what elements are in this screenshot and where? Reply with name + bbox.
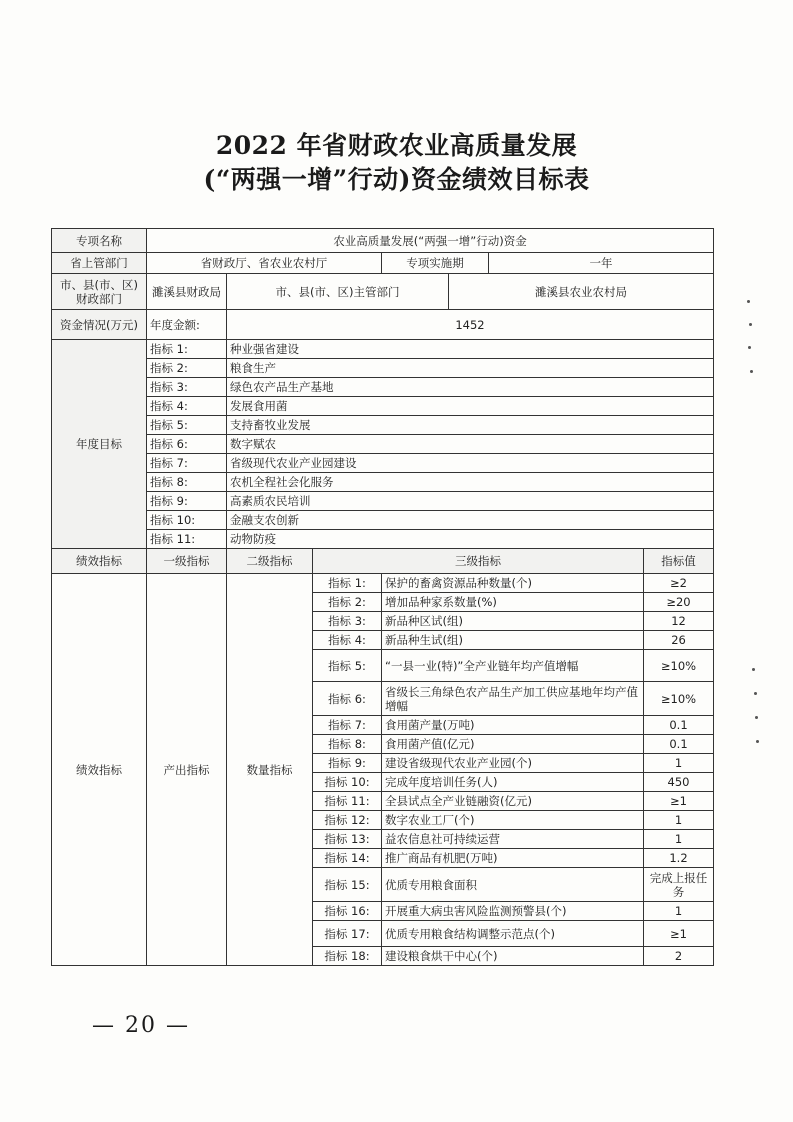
annual-amount-value: 1452 (227, 310, 714, 340)
annual-target-row (52, 416, 714, 435)
perf-index: 指标 13: (313, 830, 382, 849)
perf-description: “一县一业(特)”全产业链年均产值增幅 (382, 650, 644, 682)
perf-description: 益农信息社可持续运营 (382, 830, 644, 849)
perf-description: 增加品种家系数量(%) (382, 593, 644, 612)
annual-target-value: 种业强省建设 (227, 340, 714, 359)
project-name-label: 专项名称 (52, 229, 147, 253)
perf-value: 0.1 (644, 735, 714, 754)
annual-target-index: 指标 11: (147, 530, 227, 549)
perf-description: 开展重大病虫害风险监测预警县(个) (382, 902, 644, 921)
annual-target-row (52, 359, 714, 378)
perf-index: 指标 6: (313, 682, 382, 716)
annual-target-row (52, 492, 714, 511)
perf-index: 指标 9: (313, 754, 382, 773)
annual-target-row (52, 454, 714, 473)
perf-index: 指标 14: (313, 849, 382, 868)
annual-target-row (52, 473, 714, 492)
perf-value: 完成上报任务 (644, 868, 714, 902)
annual-target-index: 指标 6: (147, 435, 227, 454)
annual-target-index: 指标 7: (147, 454, 227, 473)
scan-mark (749, 323, 752, 326)
document-title-line2: (“两强一增”行动)资金绩效目标表 (203, 165, 590, 194)
perf-description: 优质专用粮食结构调整示范点(个) (382, 921, 644, 947)
annual-target-value: 农机全程社会化服务 (227, 473, 714, 492)
perf-index: 指标 12: (313, 811, 382, 830)
perf-value: ≥20 (644, 593, 714, 612)
annual-target-value: 粮食生产 (227, 359, 714, 378)
perf-description: 新品种生试(组) (382, 631, 644, 650)
annual-target-index: 指标 10: (147, 511, 227, 530)
scan-mark (756, 740, 759, 743)
perf-description: 数字农业工厂(个) (382, 811, 644, 830)
annual-target-index: 指标 5: (147, 416, 227, 435)
annual-target-value: 数字赋农 (227, 435, 714, 454)
annual-target-value: 高素质农民培训 (227, 492, 714, 511)
city-finance-value: 濉溪县财政局 (147, 274, 227, 310)
performance-row (52, 574, 714, 593)
perf-value: 2 (644, 947, 714, 966)
annual-target-row (52, 397, 714, 416)
perf-value: 12 (644, 612, 714, 631)
annual-target-index: 指标 9: (147, 492, 227, 511)
city-dept-value: 濉溪县农业农村局 (449, 274, 714, 310)
header-level1: 一级指标 (147, 549, 227, 574)
annual-target-value: 动物防疫 (227, 530, 714, 549)
annual-target-value: 金融支农创新 (227, 511, 714, 530)
perf-value: ≥2 (644, 574, 714, 593)
perf-value: ≥1 (644, 792, 714, 811)
annual-target-row (52, 340, 714, 359)
project-name-value: 农业高质量发展(“两强一增”行动)资金 (147, 229, 714, 253)
annual-target-row (52, 511, 714, 530)
annual-target-value: 绿色农产品生产基地 (227, 378, 714, 397)
annual-target-index: 指标 4: (147, 397, 227, 416)
perf-value: 0.1 (644, 716, 714, 735)
document-title-line1: 2022 年省财政农业高质量发展 (215, 131, 578, 160)
city-dept-label: 市、县(市、区)主管部门 (227, 274, 449, 310)
perf-description: 保护的畜禽资源品种数量(个) (382, 574, 644, 593)
annual-target-index: 指标 8: (147, 473, 227, 492)
perf-group-label: 绩效指标 (52, 574, 147, 966)
scan-mark (755, 716, 758, 719)
perf-index: 指标 16: (313, 902, 382, 921)
city-finance-label: 市、县(市、区)财政部门 (52, 274, 147, 310)
annual-target-value: 省级现代农业产业园建设 (227, 454, 714, 473)
header-level3: 三级指标 (313, 549, 644, 574)
perf-level1-label: 产出指标 (147, 574, 227, 966)
performance-header-row (52, 549, 714, 574)
scan-mark (750, 370, 753, 373)
header-value: 指标值 (644, 549, 714, 574)
annual-target-value: 支持畜牧业发展 (227, 416, 714, 435)
perf-value: 450 (644, 773, 714, 792)
perf-index: 指标 10: (313, 773, 382, 792)
scan-mark (754, 692, 757, 695)
perf-description: 省级长三角绿色农产品生产加工供应基地年均产值增幅 (382, 682, 644, 716)
perf-value: ≥10% (644, 682, 714, 716)
perf-index: 指标 3: (313, 612, 382, 631)
perf-description: 推广商品有机肥(万吨) (382, 849, 644, 868)
perf-description: 新品种区试(组) (382, 612, 644, 631)
scan-mark (747, 300, 750, 303)
perf-value: 1 (644, 754, 714, 773)
annual-target-value: 发展食用菌 (227, 397, 714, 416)
perf-index: 指标 2: (313, 593, 382, 612)
perf-index: 指标 5: (313, 650, 382, 682)
annual-amount-label: 年度金额: (147, 310, 227, 340)
perf-description: 完成年度培训任务(人) (382, 773, 644, 792)
funds-label: 资金情况(万元) (52, 310, 147, 340)
page-number: — 20 — (92, 1013, 190, 1038)
perf-index: 指标 7: (313, 716, 382, 735)
perf-description: 全县试点全产业链融资(亿元) (382, 792, 644, 811)
perf-description: 食用菌产值(亿元) (382, 735, 644, 754)
annual-target-index: 指标 1: (147, 340, 227, 359)
perf-index: 指标 11: (313, 792, 382, 811)
annual-target-index: 指标 2: (147, 359, 227, 378)
perf-value: 1 (644, 830, 714, 849)
perf-value: 1 (644, 811, 714, 830)
performance-target-table (51, 228, 714, 966)
perf-index: 指标 17: (313, 921, 382, 947)
perf-description: 优质专用粮食面积 (382, 868, 644, 902)
perf-index: 指标 15: (313, 868, 382, 902)
perf-index: 指标 1: (313, 574, 382, 593)
provincial-dept-label: 省上管部门 (52, 253, 147, 274)
annual-target-row (52, 435, 714, 454)
perf-description: 食用菌产量(万吨) (382, 716, 644, 735)
scan-mark (752, 668, 755, 671)
perf-value: 26 (644, 631, 714, 650)
period-value: 一年 (489, 253, 714, 274)
header-perf-indicator: 绩效指标 (52, 549, 147, 574)
annual-target-row (52, 530, 714, 549)
annual-target-row (52, 378, 714, 397)
perf-value: ≥1 (644, 921, 714, 947)
perf-value: 1.2 (644, 849, 714, 868)
annual-target-index: 指标 3: (147, 378, 227, 397)
perf-index: 指标 4: (313, 631, 382, 650)
perf-value: ≥10% (644, 650, 714, 682)
perf-value: 1 (644, 902, 714, 921)
provincial-dept-value: 省财政厅、省农业农村厅 (147, 253, 382, 274)
annual-targets-label: 年度目标 (52, 340, 147, 549)
perf-index: 指标 18: (313, 947, 382, 966)
perf-index: 指标 8: (313, 735, 382, 754)
perf-description: 建设粮食烘干中心(个) (382, 947, 644, 966)
perf-description: 建设省级现代农业产业园(个) (382, 754, 644, 773)
period-label: 专项实施期 (382, 253, 489, 274)
header-level2: 二级指标 (227, 549, 313, 574)
perf-level2-label: 数量指标 (227, 574, 313, 966)
scan-mark (748, 346, 751, 349)
